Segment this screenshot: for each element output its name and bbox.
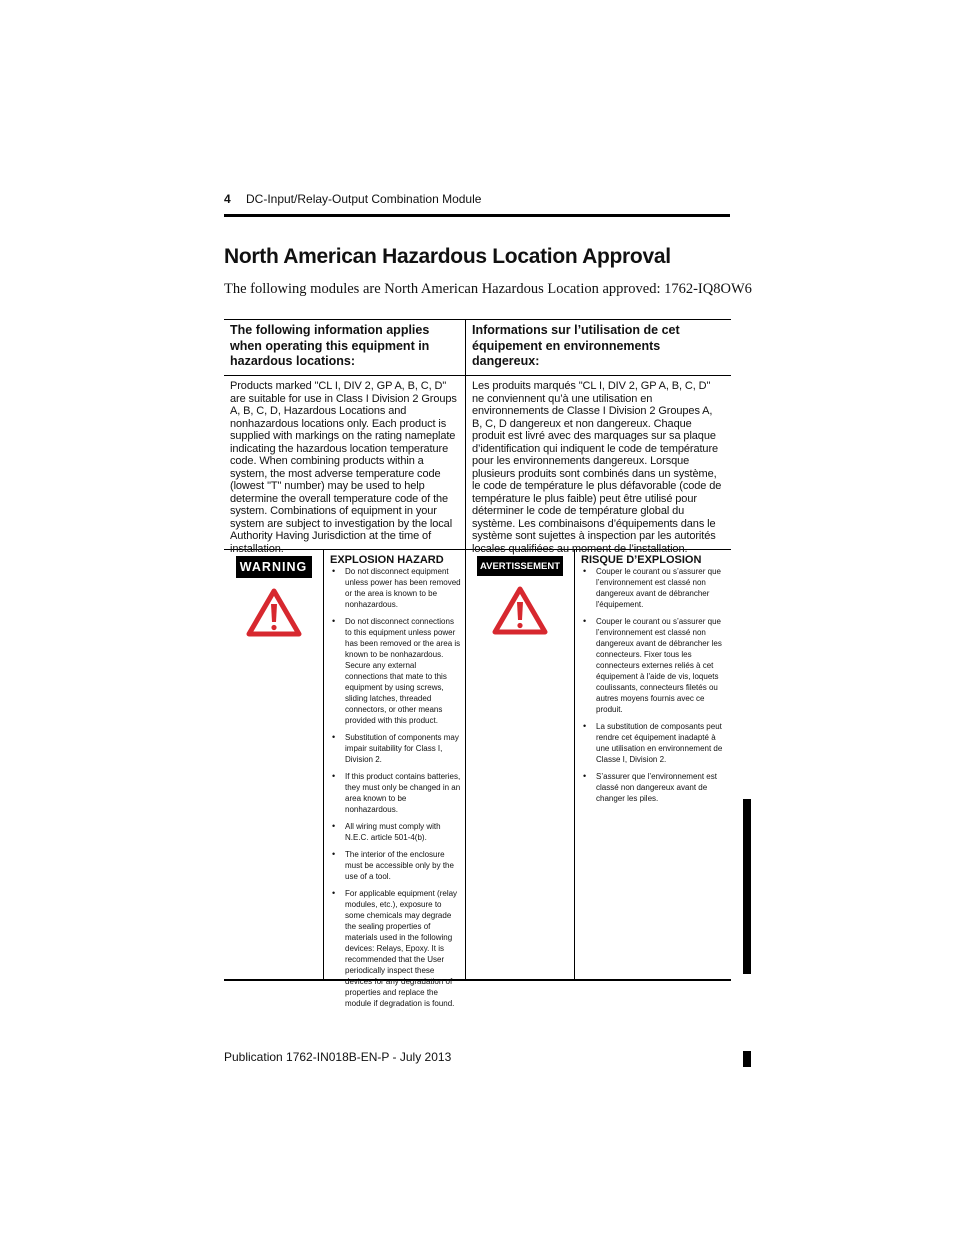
warning-row: [224, 550, 731, 1008]
warning-list-item: • All wiring must comply with N.E.C. article 501-4(b).: [330, 821, 461, 843]
publication-footer: Publication 1762-IN018B-EN-P - July 2013: [224, 1050, 452, 1064]
page-number: 4: [224, 192, 231, 206]
warning-list-item: • Substitution of components may impair suitability for Class I, Division 2.: [330, 732, 461, 765]
running-header-title: DC-Input/Relay-Output Combination Module: [246, 192, 482, 206]
section-title: North American Hazardous Location Approval: [224, 245, 671, 268]
avertissement-icon-cell: [465, 550, 574, 979]
warning-list-item: • If this product contains batteries, they must only be changed in an area known to be nonhazardous.: [330, 771, 461, 815]
avertissement-list-item: • La substitution de composants peut rendre cet équipement inadapté à une utilisation en environnement de Classe I, Division 2.: [581, 721, 727, 765]
running-header: [224, 192, 730, 206]
french-body: Les produits marqués "CL I, DIV 2, GP A, B, C, D" ne conviennent qu’à une utilisation en environnements de Classe I Division 2 Groupes A, B, C, D dangereux et non dangereux. Chaque produit est livré avec des marquages sur sa plaque d’identification qui indiquent le code de température pour les environnements dangereux. Lorsque plusieurs produits sont combinés dans un système, le code de température le plus défavorable (code de température le plus faible) peut être utilisé pour déterminer le code de température global du système. Les combinaisons d’équipements dans le système sont sujettes à inspection par les autorités locales qualifiées au moment de l’installation.: [465, 376, 731, 549]
warning-icon-cell: [224, 550, 323, 979]
risque-explosion-heading: RISQUE D’EXPLOSION: [581, 554, 702, 566]
header-rule: [224, 214, 730, 217]
warning-list: [330, 566, 461, 1009]
avertissement-list-item: • Couper le courant ou s’assurer que l’environnement est classé non dangereux avant de débrancher les connecteurs. Fixer tous les connecteurs externes reliés à cet équipement à l'aide de vis, loquets coulissants, connecteurs filetés ou autres moyens fournis avec ce produit.: [581, 616, 727, 715]
french-heading: Informations sur l’utilisation de cet équipement en environnements dangereux:: [465, 320, 731, 375]
table-body-row: [224, 376, 731, 555]
avertissement-list-item: • S’assurer que l’environnement est classé non dangereux avant de changer les piles.: [581, 771, 727, 804]
chapter-side-tab: [743, 799, 751, 974]
warning-text-cell: [323, 550, 465, 1008]
english-heading: The following information applies when operating this equipment in hazardous locations:: [230, 323, 430, 368]
warning-triangle-icon: [246, 588, 302, 637]
table-header-row: [224, 319, 731, 376]
avertissement-list-item: • Couper le courant ou s’assurer que l’environnement est classé non dangereux avant de débrancher l'équipement.: [581, 566, 727, 610]
avertissement-badge: AVERTISSEMENT: [477, 556, 563, 576]
warning-list-item: • For applicable equipment (relay modules, etc.), exposure to some chemicals may degrade the sealing properties of materials used in the following devices: Relays, Epoxy. It is recommended that the User periodically inspect these devices for any degradation of properties and replace the module if degradation is found.: [330, 888, 461, 1009]
hazardous-location-table: [224, 319, 731, 1008]
footer-side-mark: [743, 1051, 751, 1067]
english-body: Products marked "CL I, DIV 2, GP A, B, C, D" are suitable for use in Class I Division 2 Groups A, B, C, D, Hazardous Locations and nonhazardous locations only. Each product is supplied with markings on the rating nameplate indicating the hazardous location temperature code. When combining products within a system, the most adverse temperature code (lowest "T" number) may be used to help determine the overall temperature code of the system. Combinations of equipment in your system are subject to investigation by the local Authority Having Jurisdiction at the time of installation.: [230, 380, 457, 555]
warning-list-item: • The interior of the enclosure must be accessible only by the use of a tool.: [330, 849, 461, 882]
avertissement-text-cell: [574, 550, 731, 979]
explosion-hazard-heading: EXPLOSION HAZARD: [330, 554, 444, 566]
warning-list-item: • Do not disconnect equipment unless power has been removed or the area is known to be nonhazardous.: [330, 566, 461, 610]
warning-badge: WARNING: [236, 556, 312, 578]
avertissement-list: [581, 566, 727, 804]
warning-list-item: • Do not disconnect connections to this equipment unless power has been removed or the area is known to be nonhazardous. Secure any external connections that mate to this equipment by using screws, sliding latches, threaded connectors, or other means provided with this product.: [330, 616, 461, 726]
section-intro: The following modules are North American Hazardous Location approved: 1762-IQ8OW6: [224, 281, 752, 297]
warning-triangle-icon: [492, 586, 548, 635]
